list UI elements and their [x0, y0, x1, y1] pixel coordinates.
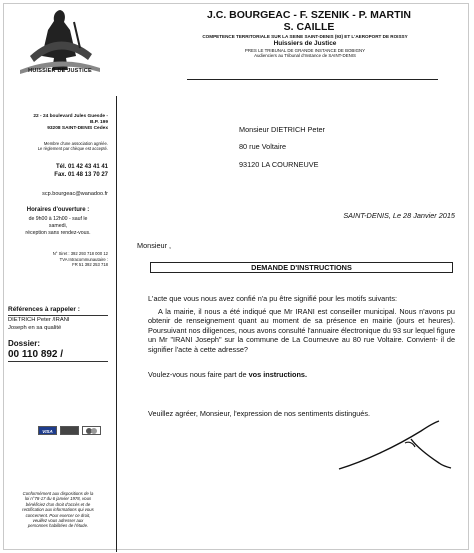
- tva-number: FR 51 392 253 718: [72, 262, 108, 267]
- court-line: Audienciers au Tribunal d'Instance de SAINT-DENIS: [254, 53, 356, 59]
- legal-line: Conformément aux dispositions de la: [22, 491, 94, 496]
- fax-number: Fax. 01 48 13 70 27: [54, 172, 108, 178]
- letter-date: SAINT-DENIS, Le 28 Janvier 2015: [343, 211, 455, 220]
- references-title: Références à rappeler :: [8, 306, 80, 313]
- references: [8, 317, 108, 332]
- subject-box: DEMANDE D'INSTRUCTIONS: [150, 262, 453, 273]
- reference-line: Joseph en sa qualité: [8, 324, 62, 331]
- names-line: J.C. BOURGEAC - F. SZENIK - P. MARTIN: [207, 9, 411, 21]
- siret: N° Siret : 392 293 718 000 12: [52, 251, 108, 256]
- tva-label: TVA Intracommunautaire :: [59, 256, 108, 262]
- legal-notice: [8, 491, 108, 529]
- legal-line: bénéficiez d'un droit d'accès et de: [25, 501, 91, 507]
- references-rule: [8, 315, 108, 316]
- address-line: 93208 SAINT-DENIS Cedex: [47, 126, 108, 131]
- member-line: Membre d'une association agréée.: [43, 141, 108, 146]
- membership-note: [8, 141, 108, 151]
- profession-title: Huissiers de Justice: [273, 40, 337, 47]
- legal-line: personnes habilitées de l'étude.: [27, 523, 89, 529]
- request-text: Voulez-vous nous faire part de: [148, 370, 249, 379]
- paragraph-intro: L'acte que vous nous avez confié n'a pu être signifié pour les motifs suivants:: [148, 294, 397, 303]
- request-emphasis: vos instructions.: [248, 370, 307, 379]
- closing-formula: Veuillez agréer, Monsieur, l'expression de nos sentiments distingués.: [148, 409, 371, 418]
- hours-line: samedi,: [48, 223, 68, 229]
- phone-number: Tél. 01 42 43 41 41: [55, 164, 108, 170]
- office-address: [8, 114, 108, 132]
- recipient-city: 93120 LA COURNEUVE: [239, 160, 319, 169]
- opening-hours: [8, 216, 108, 237]
- visa-card-icon: VISA: [38, 426, 57, 435]
- logo-caption: HUISSIER DE JUSTICE: [28, 68, 92, 74]
- dossier-number: 00 110 892 /: [8, 349, 64, 360]
- court-affiliation: [160, 48, 450, 58]
- legal-line: loi n°78-17 du 6 janvier 1978, vous: [24, 496, 92, 502]
- dossier-label: Dossier:: [8, 339, 41, 348]
- mastercard-icon: [82, 426, 101, 435]
- legal-line: rectification aux informations qui vous: [22, 507, 94, 513]
- header-rule: [187, 79, 438, 80]
- salutation: Monsieur ,: [137, 241, 172, 250]
- paragraph-request: [148, 370, 455, 379]
- sidebar-divider: [116, 96, 117, 552]
- reference-line: DIETRICH Peter /IRANI: [8, 317, 70, 323]
- legal-line: concernent. Pour exercer ce droit,: [25, 512, 91, 518]
- hours-line: réception sans rendez-vous.: [25, 230, 91, 236]
- recipient-name: Monsieur DIETRICH Peter: [239, 125, 325, 134]
- bank-card-icon: [60, 426, 79, 435]
- member-line: Le règlement par chèque est accepté.: [37, 146, 108, 152]
- contact-numbers: [8, 163, 108, 179]
- address-line: B.P. 199: [89, 120, 108, 125]
- company-identifiers: [8, 251, 108, 268]
- address-line: 22 - 24 boulevard Jules Guesde -: [33, 114, 108, 119]
- hours-title: Horaires d'ouverture :: [26, 207, 90, 213]
- territorial-competence: COMPETENCE TERRITORIALE SUR LA SEINE SAINT-DENIS (93) ET L'AEROPORT DE ROISSY: [202, 34, 408, 39]
- letterhead-names: [180, 9, 438, 33]
- court-line: PRES LE TRIBUNAL DE GRANDE INSTANCE DE BOBIGNY: [244, 48, 366, 53]
- bailiff-logo-icon: [14, 8, 106, 86]
- recipient-street: 80 rue Voltaire: [239, 142, 287, 151]
- email-address[interactable]: scp.bourgeac@wanadoo.fr: [42, 191, 108, 197]
- signature-icon: [335, 419, 455, 474]
- hours-line: de 9h00 à 12h00 - sauf le: [28, 216, 88, 222]
- dossier-rule: [8, 361, 108, 362]
- names-line: S. CAILLE: [283, 21, 335, 33]
- paragraph-details: A la mairie, il nous a été indiqué que Mr IRANI est conseiller municipal. Nous n'avons pu obtenir de renseignement quant au moment de sa présence en mairie (jours et heures). Poursuivant nos diligences, nous avons consulté l'annuaire électronique du 93 sur lequel figure un Mr "IRANI Joseph" sur la commune de La Courneuve au 80 rue Voltaire. Convient- il de signifier l'acte à cette adresse?: [148, 307, 455, 354]
- legal-line: veuillez vous adresser aux: [32, 518, 84, 524]
